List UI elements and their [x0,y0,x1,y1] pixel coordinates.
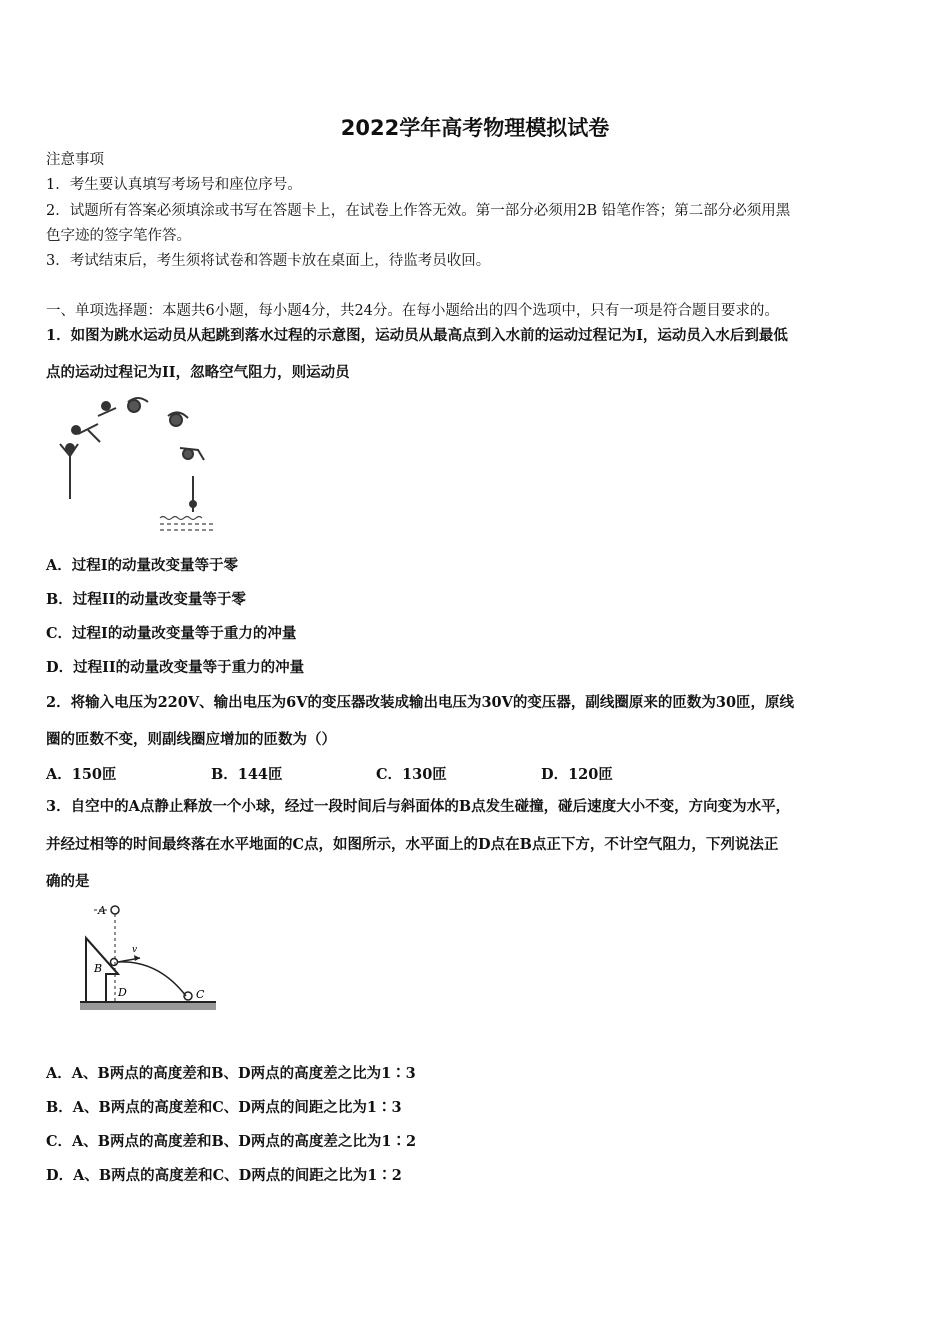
incline-figure [78,898,220,1028]
q1-stem-line1: 1．如图为跳水运动员从起跳到落水过程的示意图，运动员从最高点到入水前的运动过程记为I，运动员入水后到最低 [46,327,788,344]
label-d: D [118,986,127,999]
label-v: v [132,945,138,955]
notice-heading: 注意事项 [46,152,104,168]
label-b: B [94,962,103,975]
q3-option-c: C．A、B两点的高度差和B、D两点的高度差之比为1∶2 [46,1133,417,1150]
notice-item-2-cont: 色字迹的签字笔作答。 [46,228,191,244]
diving-figure [48,394,218,536]
q3-stem-line3: 确的是 [46,873,90,890]
label-c: C [196,988,205,1001]
q3-option-a: A．A、B两点的高度差和B、D两点的高度差之比为1∶3 [46,1065,416,1082]
notice-item-2: 2．试题所有答案必须填涂或书写在答题卡上，在试卷上作答无效。第一部分必须用2B 铅笔作答；第二部分必须用黑 [46,203,791,219]
q1-option-a: A．过程I的动量改变量等于零 [46,557,239,574]
q3-stem-line2: 并经过相等的时间最终落在水平地面的C点，如图所示，水平面上的D点在B点正下方，不计空气阻力，下列说法正 [46,836,779,853]
q2-option-d: D．120匝 [541,766,613,783]
q1-option-d: D．过程II的动量改变量等于重力的冲量 [46,659,305,676]
notice-item-1: 1．考生要认真填写考场号和座位序号。 [46,177,302,193]
q3-option-d: D．A、B两点的高度差和C、D两点的间距之比为1∶2 [46,1167,402,1184]
label-a: A [98,904,106,917]
q2-option-a: A．150匝 [46,766,117,783]
q3-stem-line1: 3．自空中的A点静止释放一个小球，经过一段时间后与斜面体的B点发生碰撞，碰后速度大小不变，方向变为水平， [46,798,791,815]
section-heading: 一、单项选择题：本题共6小题，每小题4分，共24分。在每小题给出的四个选项中，只有一项是符合题目要求的。 [46,303,779,319]
q1-option-c: C．过程I的动量改变量等于重力的冲量 [46,625,297,642]
q1-option-b: B．过程II的动量改变量等于零 [46,591,246,608]
q2-stem-line2: 圈的匝数不变，则副线圈应增加的匝数为（） [46,731,336,748]
q2-stem-line1: 2．将输入电压为220V、输出电压为6V的变压器改装成输出电压为30V的变压器，副线圈原来的匝数为30匝，原线 [46,694,795,711]
q2-option-c: C．130匝 [376,766,447,783]
q2-option-b: B．144匝 [211,766,283,783]
q1-stem-line2: 点的运动过程记为II，忽略空气阻力，则运动员 [46,364,350,381]
notice-item-3: 3．考试结束后，考生须将试卷和答题卡放在桌面上，待监考员收回。 [46,253,491,269]
exam-title: 2022学年高考物理模拟试卷 [340,116,610,140]
q3-option-b: B．A、B两点的高度差和C、D两点的间距之比为1∶3 [46,1099,402,1116]
